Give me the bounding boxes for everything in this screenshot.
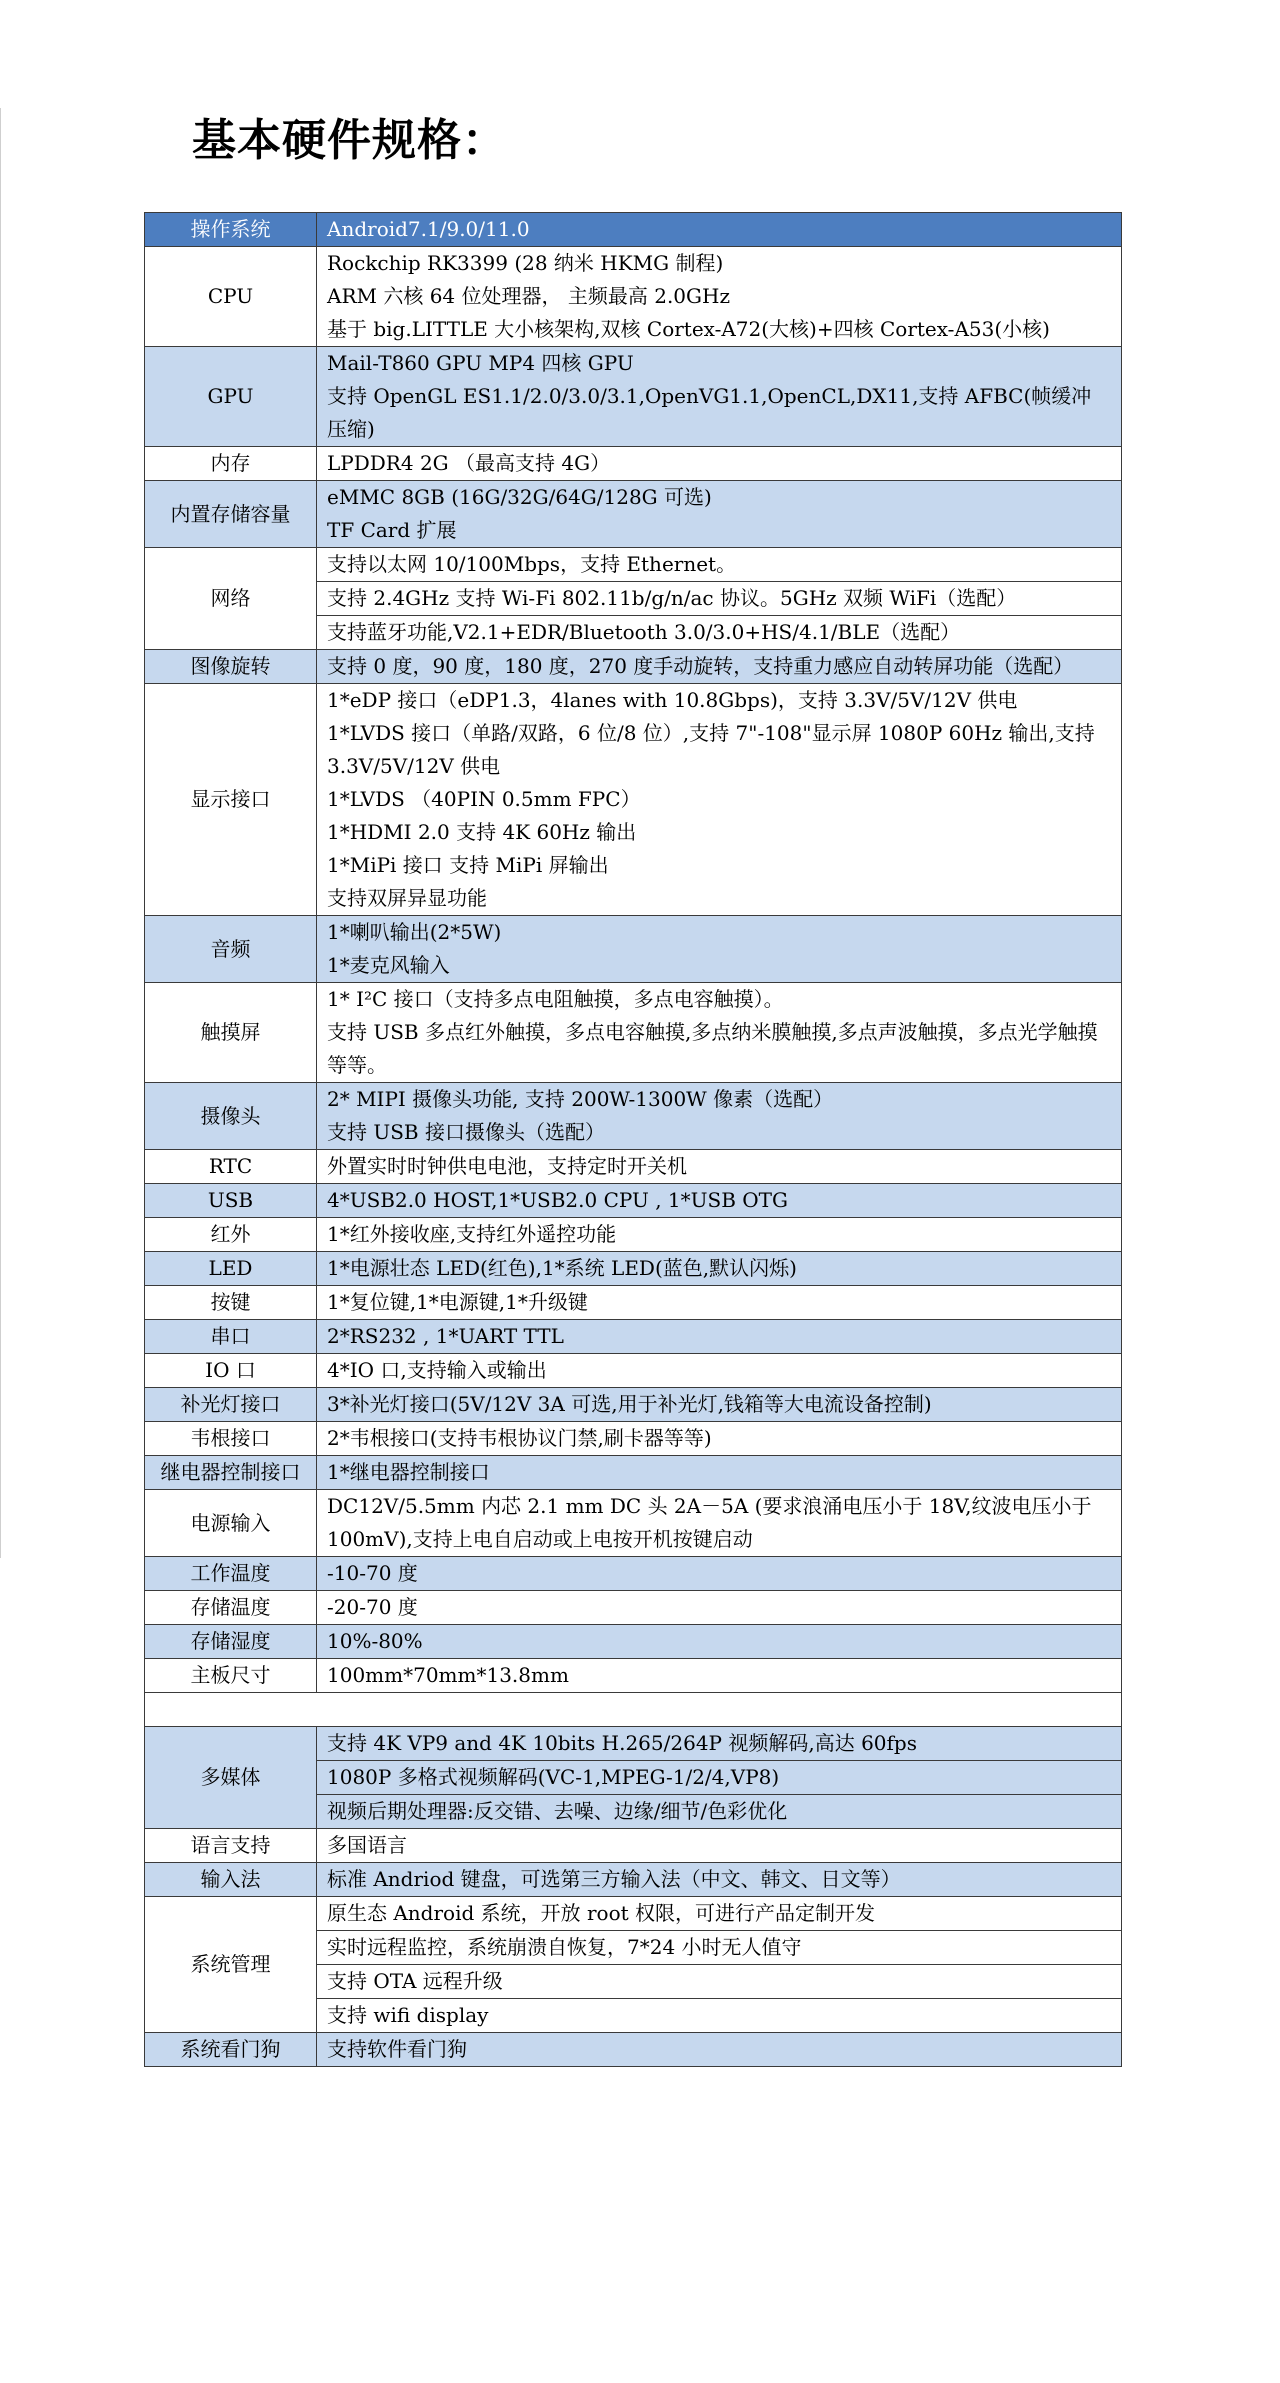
spec-label: 按键 [145, 1286, 317, 1320]
spec-line: 视频后期处理器:反交错、去噪、边缘/细节/色彩优化 [317, 1794, 1121, 1828]
spec-line: LPDDR4 2G （最高支持 4G） [327, 451, 611, 475]
spec-label: 电源输入 [145, 1490, 317, 1557]
spec-line: eMMC 8GB (16G/32G/64G/128G 可选) [327, 485, 712, 509]
spec-line: 支持 USB 多点红外触摸，多点电容触摸,多点纳米膜触摸,多点声波触摸，多点光学触摸等等。 [327, 1020, 1098, 1077]
spec-row [145, 1422, 1122, 1456]
spec-label: 输入法 [145, 1863, 317, 1897]
spec-line: DC12V/5.5mm 内芯 2.1 mm DC 头 2A－5A (要求浪涌电压小于 18V,纹波电压小于 100mV),支持上电自启动或上电按开机按键启动 [327, 1494, 1092, 1551]
spec-line: 支持 OpenGL ES1.1/2.0/3.0/3.1,OpenVG1.1,OpenCL,DX11,支持 AFBC(帧缓冲压缩) [327, 384, 1092, 441]
spec-line: 1*HDMI 2.0 支持 4K 60Hz 输出 [327, 820, 637, 844]
spec-label: 语言支持 [145, 1829, 317, 1863]
spec-label: LED [145, 1252, 317, 1286]
spec-line: Mail-T860 GPU MP4 四核 GPU [327, 351, 634, 375]
spec-row [145, 347, 1122, 447]
spec-row [145, 2033, 1122, 2067]
spec-line: 支持 4K VP9 and 4K 10bits H.265/264P 视频解码,高达 60fps [327, 1731, 917, 1755]
spec-label: RTC [145, 1150, 317, 1184]
spec-line: 2* MIPI 摄像头功能, 支持 200W-1300W 像素（选配） [327, 1087, 834, 1111]
spec-line: 1*电源壮态 LED(红色),1*系统 LED(蓝色,默认闪烁) [327, 1256, 797, 1280]
spec-line: 1*继电器控制接口 [327, 1460, 490, 1484]
spec-row [145, 447, 1122, 481]
spec-value [317, 1490, 1122, 1557]
spec-row [145, 1863, 1122, 1897]
spec-value [317, 1252, 1122, 1286]
spec-value [317, 1829, 1122, 1863]
spec-row [145, 247, 1122, 347]
spec-line: 基于 big.LITTLE 大小核架构,双核 Cortex-A72(大核)+四核 Cortex-A53(小核) [327, 317, 1050, 341]
spec-value [317, 684, 1122, 916]
spec-line: 1* I²C 接口（支持多点电阻触摸，多点电容触摸）。 [327, 987, 784, 1011]
spec-row [145, 1557, 1122, 1591]
spec-row [145, 1388, 1122, 1422]
spec-line: 原生态 Android 系统，开放 root 权限，可进行产品定制开发 [327, 1901, 876, 1925]
spec-value [317, 2033, 1122, 2067]
spec-label: 补光灯接口 [145, 1388, 317, 1422]
spec-value [317, 447, 1122, 481]
spec-row [145, 1083, 1122, 1150]
spec-value [317, 1184, 1122, 1218]
spec-label: 韦根接口 [145, 1422, 317, 1456]
spec-line: 支持 wifi display [317, 1998, 1121, 2032]
spec-line: 2*韦根接口(支持韦根协议门禁,刷卡器等等) [327, 1426, 712, 1450]
spec-row [145, 650, 1122, 684]
spec-label: 触摸屏 [145, 983, 317, 1083]
spec-line: 支持蓝牙功能,V2.1+EDR/Bluetooth 3.0/3.0+HS/4.1/BLE（选配） [317, 615, 1121, 649]
spec-line: 支持软件看门狗 [327, 2037, 467, 2061]
spec-value [317, 481, 1122, 548]
spec-line: 多国语言 [327, 1833, 407, 1857]
spec-value [317, 1150, 1122, 1184]
spec-line: 1*MiPi 接口 支持 MiPi 屏输出 [327, 853, 609, 877]
spec-line: 支持 2.4GHz 支持 Wi-Fi 802.11b/g/n/ac 协议。5GHz 双频 WiFi（选配） [317, 581, 1121, 615]
spec-row [145, 1320, 1122, 1354]
spec-value [317, 1388, 1122, 1422]
spec-label: 内存 [145, 447, 317, 481]
spec-line: 4*USB2.0 HOST,1*USB2.0 CPU , 1*USB OTG [327, 1188, 788, 1212]
spec-line: 1*复位键,1*电源键,1*升级键 [327, 1290, 588, 1314]
spec-value [317, 1083, 1122, 1150]
spec-row [145, 1727, 1122, 1829]
spec-label: 系统管理 [145, 1897, 317, 2033]
spec-line: Android7.1/9.0/11.0 [327, 217, 530, 241]
spec-value [317, 247, 1122, 347]
spec-label: 系统看门狗 [145, 2033, 317, 2067]
spec-label: 多媒体 [145, 1727, 317, 1829]
spec-value [317, 1659, 1122, 1693]
spec-line: 3*补光灯接口(5V/12V 3A 可选,用于补光灯,钱箱等大电流设备控制) [327, 1392, 932, 1416]
spec-line: TF Card 扩展 [327, 518, 457, 542]
spec-row [145, 1286, 1122, 1320]
spec-line: 10%-80% [327, 1629, 423, 1653]
spec-label: 网络 [145, 548, 317, 650]
spec-line: 1*eDP 接口（eDP1.3，4lanes with 10.8Gbps)，支持 3.3V/5V/12V 供电 [327, 688, 1018, 712]
spec-value [317, 1557, 1122, 1591]
spec-row [145, 983, 1122, 1083]
spec-label: 摄像头 [145, 1083, 317, 1150]
spec-label: 图像旋转 [145, 650, 317, 684]
spec-value [317, 213, 1122, 247]
spec-label: 内置存储容量 [145, 481, 317, 548]
spec-line: 标准 Andriod 键盘，可选第三方输入法（中文、韩文、日文等） [327, 1867, 901, 1891]
spec-row [145, 684, 1122, 916]
spec-row [145, 1184, 1122, 1218]
spec-label: 工作温度 [145, 1557, 317, 1591]
spec-line: 100mm*70mm*13.8mm [327, 1663, 569, 1687]
spec-line: -10-70 度 [327, 1561, 418, 1585]
spec-row [145, 1693, 1122, 1727]
spec-line: 1*喇叭输出(2*5W) [327, 920, 502, 944]
spec-row [145, 1456, 1122, 1490]
spec-row [145, 1252, 1122, 1286]
spec-value [317, 1863, 1122, 1897]
spec-row [145, 916, 1122, 983]
spec-label: USB [145, 1184, 317, 1218]
spec-value [317, 1456, 1122, 1490]
spec-row [145, 1897, 1122, 2033]
spec-label: IO 口 [145, 1354, 317, 1388]
spec-line: 支持 USB 接口摄像头（选配） [327, 1120, 605, 1144]
spec-label: 操作系统 [145, 213, 317, 247]
spec-label: 存储温度 [145, 1591, 317, 1625]
spec-line: 2*RS232 , 1*UART TTL [327, 1324, 564, 1348]
spec-value [317, 1625, 1122, 1659]
spec-line: Rockchip RK3399 (28 纳米 HKMG 制程) [327, 251, 724, 275]
spec-row [145, 481, 1122, 548]
spec-value [317, 548, 1122, 650]
blank-spacer-row [145, 1693, 1122, 1727]
spec-line: 1*红外接收座,支持红外遥控功能 [327, 1222, 617, 1246]
spec-line: 支持 0 度，90 度，180 度，270 度手动旋转，支持重力感应自动转屏功能（选配） [327, 654, 1074, 678]
spec-row [145, 1591, 1122, 1625]
spec-row [145, 1490, 1122, 1557]
spec-line: 外置实时时钟供电电池，支持定时开关机 [327, 1154, 687, 1178]
spec-value [317, 1354, 1122, 1388]
spec-value [317, 347, 1122, 447]
spec-line: 1*麦克风输入 [327, 953, 450, 977]
page-edge-rule [0, 108, 1, 1558]
spec-row [145, 1150, 1122, 1184]
spec-label: CPU [145, 247, 317, 347]
spec-row [145, 548, 1122, 650]
spec-value [317, 1591, 1122, 1625]
spec-value [317, 1320, 1122, 1354]
spec-label: 音频 [145, 916, 317, 983]
spec-row [145, 1354, 1122, 1388]
spec-line: 实时远程监控，系统崩溃自恢复，7*24 小时无人值守 [317, 1930, 1121, 1964]
spec-row [145, 1625, 1122, 1659]
spec-value [317, 650, 1122, 684]
spec-label: GPU [145, 347, 317, 447]
spec-value [317, 1422, 1122, 1456]
spec-table-body [145, 213, 1122, 2067]
spec-row [145, 1829, 1122, 1863]
spec-label: 显示接口 [145, 684, 317, 916]
spec-line: 支持 OTA 远程升级 [317, 1964, 1121, 1998]
spec-value [317, 1286, 1122, 1320]
spec-line: 支持双屏异显功能 [327, 886, 487, 910]
spec-line: 1*LVDS （40PIN 0.5mm FPC） [327, 787, 641, 811]
page-title: 基本硬件规格： [192, 115, 507, 166]
spec-line: 4*IO 口,支持输入或输出 [327, 1358, 547, 1382]
spec-value [317, 1897, 1122, 2033]
spec-line: 支持以太网 10/100Mbps，支持 Ethernet。 [327, 552, 737, 576]
spec-value [317, 1218, 1122, 1252]
spec-line: ARM 六核 64 位处理器， 主频最高 2.0GHz [327, 284, 730, 308]
spec-row [145, 213, 1122, 247]
spec-line: 1080P 多格式视频解码(VC-1,MPEG-1/2/4,VP8) [317, 1760, 1121, 1794]
spec-label: 红外 [145, 1218, 317, 1252]
spec-label: 主板尺寸 [145, 1659, 317, 1693]
spec-line: -20-70 度 [327, 1595, 418, 1619]
spec-value [317, 916, 1122, 983]
spec-value [317, 1727, 1122, 1829]
spec-label: 存储湿度 [145, 1625, 317, 1659]
spec-label: 串口 [145, 1320, 317, 1354]
spec-row [145, 1218, 1122, 1252]
spec-line: 1*LVDS 接口（单路/双路，6 位/8 位）,支持 7"-108"显示屏 1080P 60Hz 输出,支持 3.3V/5V/12V 供电 [327, 721, 1095, 778]
spec-table [144, 212, 1122, 2067]
spec-value [317, 983, 1122, 1083]
spec-row [145, 1659, 1122, 1693]
spec-label: 继电器控制接口 [145, 1456, 317, 1490]
